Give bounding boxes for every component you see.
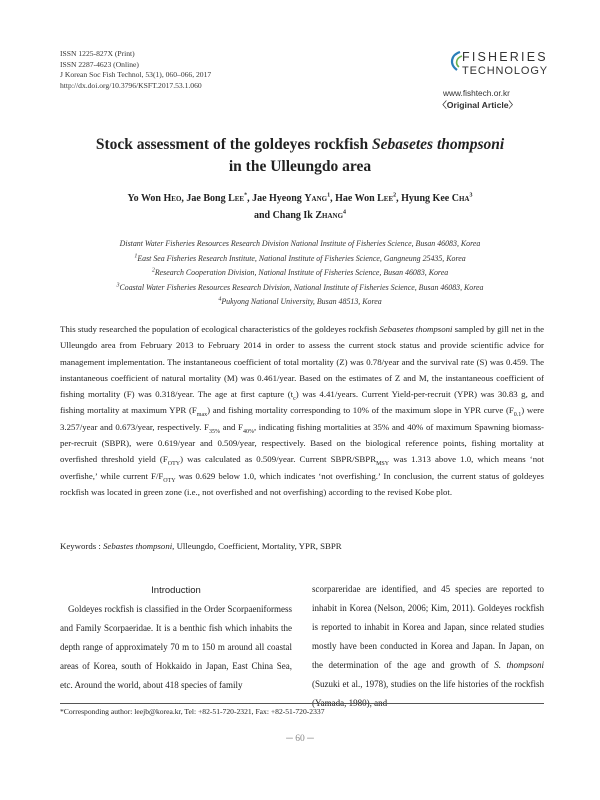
footnote-divider — [60, 703, 544, 704]
doi-link[interactable]: http://dx.doi.org/10.3796/KSFT.2017.53.1.060 — [60, 80, 202, 90]
author-name: Hae Won Lee$^2$, — [335, 192, 402, 204]
abstract-text — [60, 321, 544, 500]
keywords-list: , Ulleungdo, Coefficient, Mortality, YPR, SBPR — [172, 541, 342, 551]
intro-paragraph-continued: scorpareridae are identified, and 45 species are reported to inhabit in Korea (Nelson, 2006; Kim, 2011). Goldeyes rockfish is reported to inhabit in Korea and Japan, since related studies mostly have been conducted in Korea and Japan. In Japan, on the determination of the age and growth of S. thompsoni (Suzuki et al., 1978), studies on the life histories of the rockfish (Yamada, 1980), and — [312, 584, 544, 708]
intro-right-column — [312, 580, 544, 713]
author-list-line1 — [0, 193, 600, 204]
abstract-subscript: 35% — [209, 428, 220, 435]
affiliation-line: $^1$East Sea Fisheries Research Institute, National Institute of Fisheries Science, Gangneung 25435, Korea — [134, 252, 466, 263]
abstract-run: This study researched the population of ecological characteristics of the goldeyes rockfish — [60, 324, 380, 334]
logo-text-line1: FISHERIES — [462, 50, 548, 64]
abstract-subscript: 40% — [242, 428, 254, 435]
abstract-run: was 0.629 below 1.0, which indicates ‘not overfishing.’ In conclusion, the current status of goldeyes rockfish was located in green zone (i.e., not overfished and not overfishing) according to the revised Kobe plot. — [60, 470, 544, 497]
abstract-subscript: max — [196, 412, 208, 419]
page-number: ─ 60 ─ — [286, 734, 314, 744]
abstract-subscript: c — [293, 395, 296, 402]
intro-paragraph: Goldeyes rockfish is classified in the Order Scorpaeniformess and Family Scorpaeridae. It is a benthic fish which inhabits the depth range of approximately 70 m to 150 m around all coastal areas of Korea, south of Hokkaido in Japan, East China Sea, etc. Around the world, about 418 species of family — [60, 604, 292, 690]
journal-website-link[interactable]: www.fishtech.or.kr — [443, 88, 510, 98]
author-name: and Chang Ik Zhang$^4$ — [253, 209, 347, 221]
affiliation-line: $^3$Coastal Water Fisheries Resources Research Division, National Institute of Fisheries Science, Busan 46083, Korea — [116, 281, 484, 292]
journal-reference: J Korean Soc Fish Technol, 53(1), 060–066, 2017 — [60, 70, 212, 80]
issn-online: ISSN 2287-4623 (Online) — [60, 59, 139, 69]
abstract-subscript: OTY — [163, 477, 176, 484]
author-name: Jae Bong Lee*, — [186, 192, 253, 204]
logo-text-line2: TECHNOLOGY — [462, 65, 549, 77]
affiliation-line: $^2$Research Cooperation Division, National Institute of Fisheries Science, Busan 46083, Korea — [151, 267, 449, 277]
title-text: Stock assessment of the goldeyes rockfish — [95, 136, 372, 153]
intro-left-column — [60, 581, 292, 695]
paper-title-line2: in the Ulleungdo area — [228, 158, 372, 175]
author-list-line2 — [0, 210, 600, 221]
abstract-run: was 1.313 above 1.0, which means ‘not overfishe,’ while current F/F — [60, 454, 544, 481]
issn-print: ISSN 1225-827X (Print) — [60, 49, 135, 58]
abstract-run: ) was calculated as 0.509/year. Current SBPR/SBPR — [180, 454, 377, 465]
abstract-run: ) was 4.41/years. Current Yield-per-recruit (YPR) was 30.83 g, and fishing mortality at maximum YPR (F — [60, 389, 545, 416]
journal-metadata — [60, 49, 211, 91]
keywords-label: Keywords : — [60, 541, 104, 551]
author-name: Yo Won Heo, — [127, 193, 187, 204]
affiliation-line: $^4$Pukyong National University, Busan 48513, Korea — [218, 296, 382, 306]
abstract-run: sampled by gill net in the Ulleungdo area from February 2013 to February 2014 in order to assess the current stock status and provide scientific advice for management implementation. The instantaneous coefficient of total mortality (Z) was 0.78/year and the survival rate (S) was 0.459. The instantaneous coefficient of natural mortality (M) was 0.461/year. Based on the estimates of Z and M, the instantaneous coefficient of fishing mortality (F) was 0.318/year. The age at first capture (t — [60, 324, 544, 400]
abstract-run: , indicating fishing mortalities at 35% and 40% of maximum Spawning biomass-per-recruit (SBPR), were 0.619/year and 0.509/year, respectively. Based on the biological reference points, fishing mortality at overfished threshold yield (F — [60, 421, 544, 465]
section-heading-introduction: Introduction — [151, 585, 201, 596]
abstract-subscript: MSY — [376, 461, 390, 468]
keyword-species: Sebastes thompsoni — [103, 541, 173, 551]
affiliations — [0, 237, 600, 310]
affiliation-line: Distant Water Fisheries Resources Research Division National Institute of Fisheries Science, Busan 46083, Korea — [119, 239, 481, 248]
abstract-run: and F — [220, 421, 243, 432]
paper-title-line1 — [0, 136, 600, 154]
journal-logo — [447, 50, 549, 86]
abstract-subscript: 0.1 — [513, 412, 522, 419]
article-type-label: 〈Original Article〉 — [438, 100, 518, 110]
abstract-run: ) were 3.257/year and 0.673/year, respectively. F — [60, 405, 544, 432]
author-name: Hyung Kee Cha$^3$ — [401, 192, 473, 204]
keywords — [60, 541, 342, 551]
title-species-name: Sebasetes thompsoni — [371, 136, 505, 153]
abstract-subscript: OTY — [167, 461, 181, 468]
corresponding-author-footnote: *Corresponding author: leejb@korea.kr, Tel: +82-51-720-2321, Fax: +82-51-720-2337 — [60, 707, 325, 716]
abstract-run: ) and fishing mortality corresponding to 10% of the maximum slope in YPR curve (F — [207, 405, 514, 416]
abstract-italic: Sebasetes thompsoni — [379, 324, 453, 334]
author-name: Jae Hyeong Yang$^1$, — [252, 192, 336, 204]
